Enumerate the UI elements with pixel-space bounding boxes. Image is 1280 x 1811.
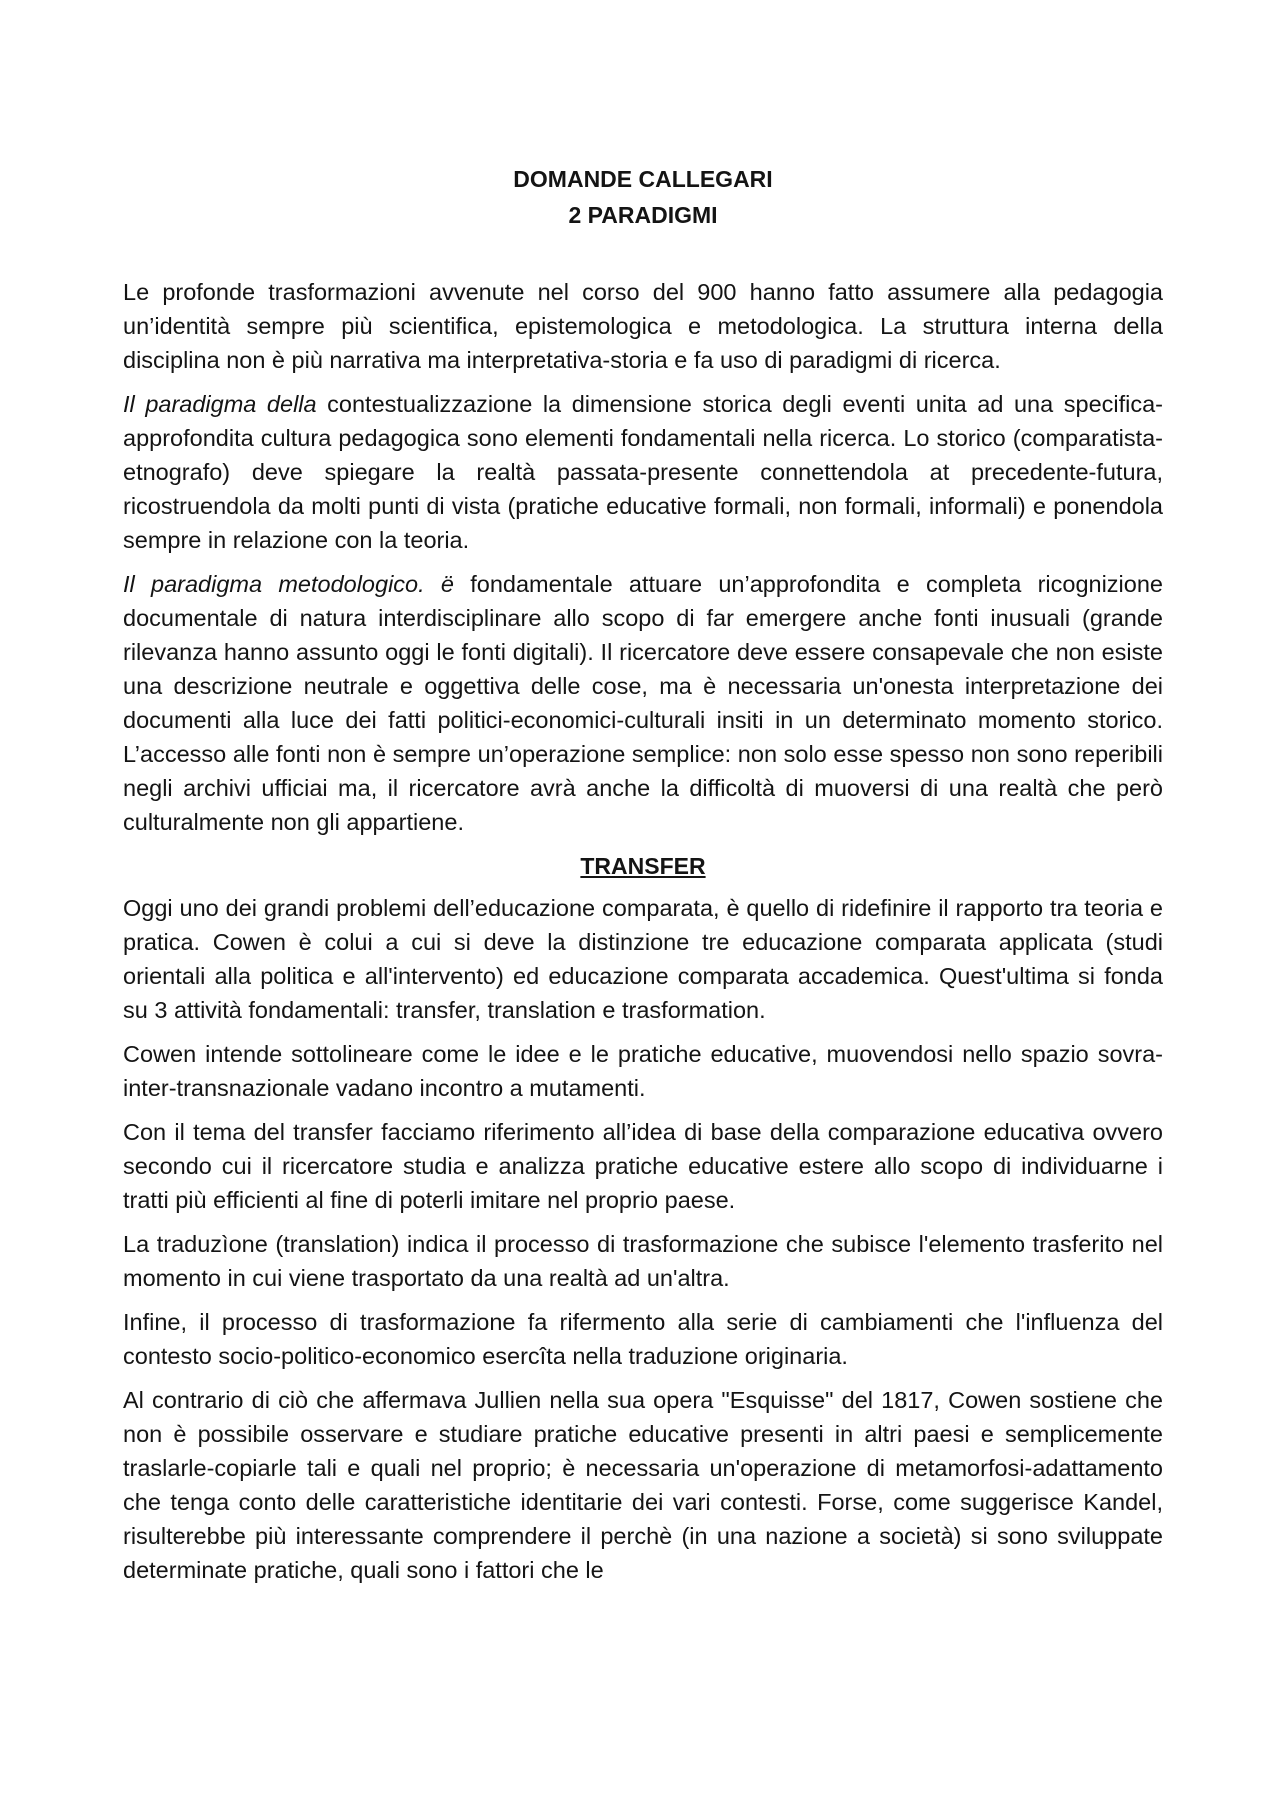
method-paradigm-label: Il paradigma metodologico. ë (123, 571, 454, 597)
method-paradigm-paragraph (123, 567, 1163, 839)
transfer-paragraph-2: Cowen intende sottolineare come le idee e le pratiche educative, muovendosi nello spazio sovra-inter-transnazionale vadano incontro a mutamenti. (123, 1041, 1163, 1101)
document-content (123, 161, 1163, 1587)
context-paradigm-paragraph (123, 387, 1163, 557)
context-paradigm-text: contestualizzazione la dimensione storica degli eventi unita ad una specifica- approfondita cultura pedagogica sono elementi fondamentali nella ricerca. Lo storico (comparatista-etnografo) deve spiegare la realtà passata-presente connettendola at precedente-futura, ricostruendola da molti punti di vista (pratiche educative formali, non formali, informali) e ponendola sempre in relazione con la teoria. (123, 391, 1164, 553)
method-paradigm-text: fondamentale attuare un’approfondita e completa ricognizione documentale di natura interdisciplinare allo scopo di far emergere anche fonti inusuali (grande rilevanza hanno assunto oggi le fonti digitali). Il ricercatore deve essere consapevale che non esiste una descrizione neutrale e oggettiva delle cose, ma è necessaria un'onesta interpretazione dei documenti alla luce dei fatti politici-economici-culturali insiti in un determinato momento storico. L’accesso alle fonti non è sempre un’operazione semplice: non solo esse spesso non sono reperibili negli archivi ufficiai ma, il ricercatore avrà anche la difficoltà di muoversi di una realtà che però culturalmente non gli appartiene. (123, 571, 1163, 835)
context-paradigm-label: Il paradigma della (123, 391, 317, 417)
transfer-heading: TRANSFER (580, 853, 706, 879)
document-subtitle: 2 PARADIGMI (568, 202, 718, 228)
transfer-paragraph-1: Oggi uno dei grandi problemi dell’educazione comparata, è quello di ridefinire il rapporto tra teoria e pratica. Cowen è colui a cui si deve la distinzione tre educazione comparata applicata (studi orientali alla politica e all'intervento) ed educazione comparata accademica. Quest'ultima si fonda su 3 attività fondamentali: transfer, translation e trasformation. (123, 895, 1163, 1023)
transfer-paragraph-6: Al contrario di ciò che affermava Jullien nella sua opera "Esquisse" del 1817, Cowen sostiene che non è possibile osservare e studiare pratiche educative presenti in altri paesi e semplicemente traslarle-copiarle tali e quali nel proprio; è necessaria un'operazione di metamorfosi-adattamento che tenga conto delle caratteristiche identitarie dei vari contesti. Forse, come suggerisce Kandel, risulterebbe più interessante comprendere il perchè (in una nazione a società) si sono sviluppate determinate pratiche, quali sono i fattori che le (123, 1387, 1163, 1583)
transfer-paragraph-5: Infine, il processo di trasformazione fa rifermento alla serie di cambiamenti che l'influenza del contesto socio-politico-economico esercîta nella traduzione originaria. (123, 1309, 1163, 1369)
document-title: DOMANDE CALLEGARI (513, 166, 773, 192)
intro-paragraph: Le profonde trasformazioni avvenute nel corso del 900 hanno fatto assumere alla pedagogia un’identità sempre più scientifica, epistemologica e metodologica. La struttura interna della disciplina non è più narrativa ma interpretativa-storia e fa uso di paradigmi di ricerca. (123, 279, 1163, 373)
transfer-paragraph-3: Con il tema del transfer facciamo riferimento all’idea di base della comparazione educativa ovvero secondo cui il ricercatore studia e analizza pratiche educative estere allo scopo di individuarne i tratti più efficienti al fine di poterli imitare nel proprio paese. (123, 1119, 1163, 1213)
transfer-paragraph-4: La traduzìone (translation) indica il processo di trasformazione che subisce l'elemento trasferito nel momento in cui viene trasportato da una realtà ad un'altra. (123, 1231, 1163, 1291)
